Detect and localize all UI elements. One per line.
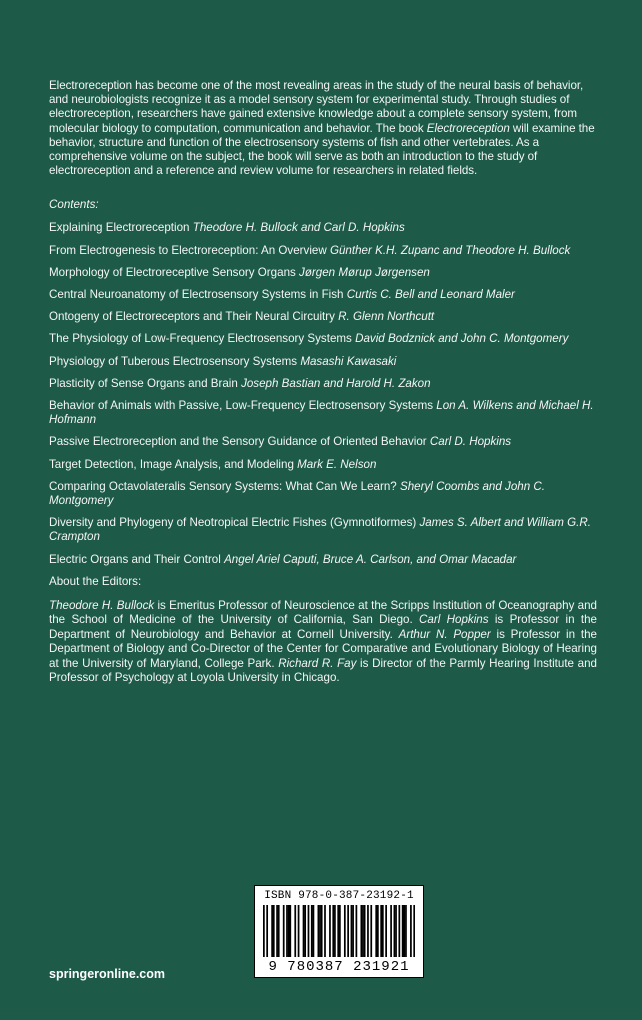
- barcode-bar: [286, 905, 288, 957]
- contents-item: [49, 480, 597, 508]
- barcode-bar: [263, 905, 265, 957]
- chapter-title: Physiology of Tuberous Electrosensory Systems: [49, 354, 298, 368]
- contents-item: [49, 244, 597, 258]
- barcode-bar: [337, 905, 339, 957]
- editor-bio-text: is Professor in the Department of Neurobiology and Behavior at Cornell University.: [49, 613, 597, 641]
- about-editors-heading: About the Editors:: [49, 574, 142, 588]
- barcode-bar: [321, 905, 323, 957]
- chapter-authors: Jørgen Mørup Jørgensen: [299, 265, 430, 279]
- chapter-authors: Joseph Bastian and Harold H. Zakon: [241, 376, 431, 390]
- intro-text: Electroreception has become one of the most revealing areas in the study of the neural basis of behavior, and neurobiologists recognize it as a model sensory system for experimental study. Through studies of electroreception, researchers have gained extensive knowledge about a complete sensory system, from molecular biology to computation, communication and behavior. The book: [49, 79, 584, 135]
- barcode-bar: [413, 905, 415, 957]
- editor-name: Carl Hopkins: [419, 613, 489, 627]
- chapter-title: Behavior of Animals with Passive, Low-Frequency Electrosensory Systems: [49, 399, 434, 413]
- barcode-bar: [344, 905, 346, 957]
- barcode-bar: [283, 905, 285, 957]
- publisher-url[interactable]: springeronline.com: [49, 967, 165, 981]
- chapter-authors: Lon A. Wilkens and Michael H. Hofmann: [49, 399, 594, 427]
- barcode-bar: [403, 905, 405, 957]
- intro-text-continued: will examine the behavior, structure and function of the electrosensory systems of fish and other vertebrates. As a comprehensive volume on the subject, the book will serve as both an introduction to the study of electroreception and a reference and review volume for researchers in related fields.: [49, 121, 595, 178]
- intro-paragraph: [49, 79, 597, 178]
- barcode-bar: [332, 905, 334, 957]
- chapter-authors: Curtis C. Bell and Leonard Maler: [346, 288, 515, 302]
- barcode-bar: [304, 905, 306, 957]
- contents-item: [49, 435, 597, 449]
- chapter-title: Passive Electroreception and the Sensory Guidance of Oriented Behavior: [49, 435, 427, 449]
- barcode-bar: [370, 905, 372, 957]
- isbn-barcode: [254, 885, 424, 978]
- chapter-authors: David Bodznick and John C. Montgomery: [355, 332, 569, 346]
- barcode-bar: [334, 905, 336, 957]
- barcode-bar: [380, 905, 382, 957]
- editor-bio-text: is Director of the Parmly Hearing Institute and Professor of Psychology at Loyola University in Chicago.: [49, 656, 597, 684]
- barcode-bar: [339, 905, 341, 957]
- chapter-authors: R. Glenn Northcutt: [338, 310, 435, 324]
- chapter-title: Central Neuroanatomy of Electrosensory Systems in Fish: [49, 288, 344, 302]
- contents-item: [49, 332, 597, 346]
- barcode-bar: [294, 905, 296, 957]
- chapter-title: Comparing Octavolateralis Sensory Systems: What Can We Learn?: [49, 479, 397, 493]
- barcode-bar: [266, 905, 268, 957]
- chapter-authors: Angel Ariel Caputi, Bruce A. Carlson, and Omar Macadar: [224, 552, 517, 566]
- barcode-bar: [278, 905, 280, 957]
- barcode-bar: [360, 905, 362, 957]
- barcode-bar: [356, 905, 358, 957]
- contents-item: [49, 553, 597, 567]
- barcode-bar: [271, 905, 273, 957]
- barcode-bar: [329, 905, 331, 957]
- barcode-bar: [375, 905, 377, 957]
- barcode-bar: [390, 905, 392, 957]
- barcode-bar: [313, 905, 315, 957]
- contents-item: [49, 399, 597, 427]
- contents-item: [49, 516, 597, 544]
- chapter-authors: Carl D. Hopkins: [429, 435, 512, 449]
- barcode-bar: [395, 905, 397, 957]
- contents-list: [49, 221, 597, 566]
- barcode-bar: [311, 905, 313, 957]
- barcode-digits: 9 780387 231921: [268, 959, 410, 975]
- barcode-bar: [352, 905, 354, 957]
- contents-item: [49, 288, 597, 302]
- chapter-title: The Physiology of Low-Frequency Electrosensory Systems: [49, 332, 352, 346]
- chapter-title: Plasticity of Sense Organs and Brain: [49, 376, 238, 390]
- barcode-bar: [405, 905, 407, 957]
- barcode-bar: [347, 905, 349, 957]
- barcode-bar: [367, 905, 369, 957]
- barcode-bar: [324, 905, 326, 957]
- chapter-title: Explaining Electroreception: [49, 221, 190, 235]
- editor-name: Arthur N. Popper: [398, 627, 491, 641]
- chapter-authors: James S. Albert and William G.R. Crampton: [49, 516, 591, 544]
- editor-bio-text: is Emeritus Professor of Neuroscience at the Scripps Institution of Oceanography and the School of Medicine of the University of California, San Diego.: [49, 598, 597, 627]
- chapter-title: Ontogeny of Electroreceptors and Their Neural Circuitry: [49, 310, 335, 324]
- intro-book-title: Electroreception: [426, 121, 510, 135]
- contents-item: [49, 355, 597, 369]
- chapter-authors: Masashi Kawasaki: [300, 354, 397, 368]
- barcode-bar: [394, 905, 396, 957]
- barcode-bar: [351, 905, 353, 957]
- chapter-title: Electric Organs and Their Control: [49, 552, 221, 566]
- contents-heading: Contents:: [49, 198, 99, 212]
- barcode-bars: [263, 905, 415, 957]
- contents-item: [49, 377, 597, 391]
- chapter-title: From Electrogenesis to Electroreception: An Overview: [49, 243, 327, 257]
- barcode-bar: [308, 905, 310, 957]
- barcode-bar: [362, 905, 364, 957]
- chapter-authors: Sheryl Coombs and John C. Montgomery: [49, 479, 545, 508]
- barcode-bar: [402, 905, 404, 957]
- isbn-label: ISBN 978-0-387-23192-1: [264, 890, 414, 902]
- chapter-authors: Günther K.H. Zupanc and Theodore H. Bullock: [329, 243, 571, 257]
- barcode-bar: [276, 905, 278, 957]
- editor-bio-text: is Professor in the Department of Biology and Co-Director of the Center for Comparative and Evolutionary Biology of Hearing at the University of Maryland, College Park.: [49, 627, 597, 670]
- contents-item: [49, 266, 597, 280]
- chapter-authors: Mark E. Nelson: [297, 457, 377, 471]
- barcode-bar: [273, 905, 275, 957]
- chapter-title: Target Detection, Image Analysis, and Modeling: [49, 457, 294, 471]
- barcode-bar: [410, 905, 412, 957]
- barcode-bar: [364, 905, 366, 957]
- chapter-title: Morphology of Electroreceptive Sensory Organs: [49, 265, 296, 279]
- contents-item: [49, 310, 597, 324]
- barcode-bar: [298, 905, 300, 957]
- barcode-bar: [318, 905, 320, 957]
- chapter-title: Diversity and Phylogeny of Neotropical Electric Fishes (Gymnotiformes): [49, 516, 417, 530]
- barcode-bar: [398, 905, 400, 957]
- barcode-bar: [382, 905, 384, 957]
- barcode-bar: [319, 905, 321, 957]
- back-cover-text: [49, 79, 597, 685]
- chapter-authors: Theodore H. Bullock and Carl D. Hopkins: [192, 221, 405, 235]
- barcode-bar: [288, 905, 290, 957]
- editor-name: Theodore H. Bullock: [49, 598, 155, 612]
- editor-name: Richard R. Fay: [278, 656, 357, 670]
- contents-item: [49, 458, 597, 472]
- barcode-bar: [303, 905, 305, 957]
- barcode-bar: [377, 905, 379, 957]
- contents-item: [49, 221, 597, 235]
- barcode-bar: [385, 905, 387, 957]
- barcode-bar: [289, 905, 291, 957]
- about-editors-paragraph: [49, 599, 597, 685]
